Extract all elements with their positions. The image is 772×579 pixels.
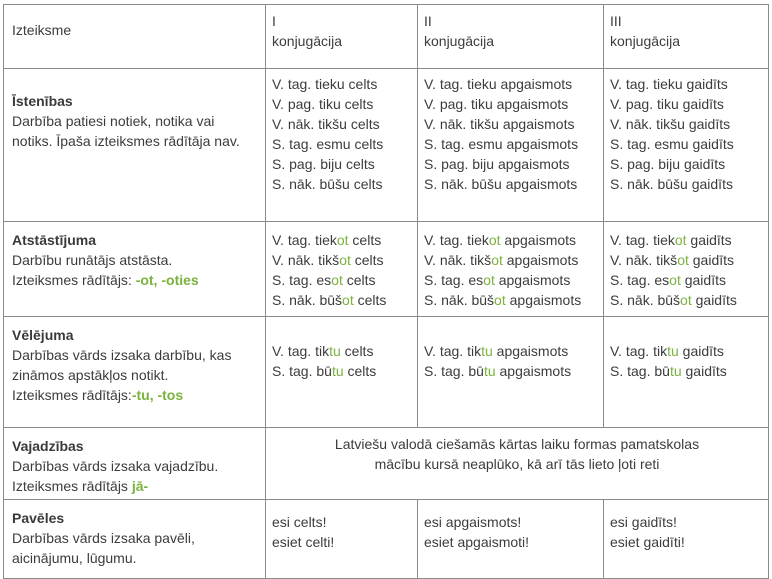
istenibas-row [4,69,769,222]
istenibas-conj1-form: S. pag. biju celts [272,156,375,172]
atstastijuma-conj3-form: S. nāk. būšot gaidīts [610,292,737,308]
istenibas-conj2-form: S. tag. esmu apgaismots [424,136,579,152]
istenibas-conj3-form: V. tag. tieku gaidīts [610,76,728,92]
vajadzibas-mood-cell [4,428,266,500]
paveles-row [4,500,769,579]
header-conj2-label: konjugācija [424,33,495,49]
istenibas-conj1-form: S. nāk. būšu celts [272,176,383,192]
header-row [4,5,769,69]
istenibas-conj1-form: V. nāk. tikšu celts [272,116,380,132]
atstastijuma-conj3-form: S. tag. esot gaidīts [610,272,726,288]
istenibas-conj1-form: V. tag. tieku celts [272,76,378,92]
velejuma-conj2-cell [418,317,604,428]
atstastijuma-row [4,222,769,317]
velejuma-row [4,317,769,428]
istenibas-conj2-form: S. pag. biju apgaismots [424,156,570,172]
velejuma-mood-cell [4,317,266,428]
paveles-conj1-form: esi celts! [272,514,327,530]
istenibas-conj3-form: V. nāk. tikšu gaidīts [610,116,731,132]
istenibas-conj2-cell [418,69,604,222]
paveles-name: Pavēles [12,510,65,526]
atstastijuma-marker-line [12,270,257,290]
atstastijuma-name: Atstāstījuma [12,232,97,248]
paveles-conj3-cell [604,500,769,579]
istenibas-conj3-form: V. pag. tiku gaidīts [610,96,724,112]
istenibas-conj3-form: S. nāk. būšu gaidīts [610,176,733,192]
paveles-conj3-form: esi gaidīts! [610,514,677,530]
atstastijuma-conj2-form: V. tag. tiekot apgaismots [424,232,577,248]
header-mood-cell [4,5,266,69]
velejuma-marker-label: Izteiksmes rādītājs: [12,387,132,403]
atstastijuma-desc: Darbību runātājs atstāsta. [12,252,173,268]
atstastijuma-conj2-form: S. tag. esot apgaismots [424,272,571,288]
paveles-desc: Darbības vārds izsaka pavēli, aicinājumu, lūgumu. [12,530,195,566]
vajadzibas-desc: Darbības vārds izsaka vajadzību. [12,458,219,474]
istenibas-conj2-form: S. nāk. būšu apgaismots [424,176,578,192]
paveles-mood-cell [4,500,266,579]
atstastijuma-conj2-cell [418,222,604,317]
paveles-conj1-form: esiet celti! [272,534,335,550]
istenibas-conj2-form: V. pag. tiku apgaismots [424,96,569,112]
velejuma-conj1-cell [266,317,418,428]
velejuma-conj1-form: S. tag. būtu celts [272,363,377,379]
atstastijuma-conj2-form: V. nāk. tikšot apgaismots [424,252,579,268]
istenibas-desc: Darbība patiesi notiek, notika vai notiks. Īpaša izteiksmes rādītāja nav. [12,113,240,149]
paveles-conj2-form: esi apgaismots! [424,514,522,530]
header-conj3-label: konjugācija [610,33,681,49]
paveles-conj3-form: esiet gaidīti! [610,534,685,550]
paveles-conj2-cell [418,500,604,579]
header-mood-label: Izteiksme [12,22,72,38]
vajadzibas-row [4,428,769,500]
atstastijuma-conj1-form: V. nāk. tikšot celts [272,252,384,268]
vajadzibas-name: Vajadzības [12,438,84,454]
vajadzibas-merged-note-cell [266,428,769,500]
velejuma-conj3-form: V. tag. tiktu gaidīts [610,343,724,359]
istenibas-conj3-form: S. tag. esmu gaidīts [610,136,734,152]
velejuma-name: Vēlējuma [12,327,74,343]
velejuma-conj1-form: V. tag. tiktu celts [272,343,374,359]
istenibas-name: Īstenības [12,93,73,109]
atstastijuma-marker-label: Izteiksmes rādītājs: [12,272,136,288]
atstastijuma-mood-cell [4,222,266,317]
vajadzibas-marker-line [12,476,257,496]
atstastijuma-conj2-form: S. nāk. būšot apgaismots [424,292,582,308]
istenibas-conj1-cell [266,69,418,222]
velejuma-conj3-cell [604,317,769,428]
velejuma-marker: -tu, -tos [131,387,184,403]
header-conj1-cell [266,5,418,69]
velejuma-conj3-form: S. tag. būtu gaidīts [610,363,727,379]
atstastijuma-conj3-form: V. tag. tiekot gaidīts [610,232,732,248]
istenibas-conj3-cell [604,69,769,222]
header-conj3-num: III [610,13,622,29]
conjugation-table [3,4,769,579]
velejuma-marker-line [12,385,257,405]
atstastijuma-conj1-form: S. nāk. būšot celts [272,292,387,308]
istenibas-conj2-form: V. tag. tieku apgaismots [424,76,573,92]
header-conj1-num: I [272,13,276,29]
header-conj2-num: II [424,13,432,29]
vajadzibas-marker-label: Izteiksmes rādītājs [12,478,132,494]
vajadzibas-merged-note: Latviešu valodā ciešamās kārtas laiku formas pamatskolas mācību kursā neaplūko, kā arī tās lieto ļoti reti [334,436,700,472]
paveles-conj2-form: esiet apgaismoti! [424,534,530,550]
vajadzibas-marker: jā- [131,478,149,494]
atstastijuma-conj1-cell [266,222,418,317]
istenibas-mood-cell [4,69,266,222]
header-conj3-cell [604,5,769,69]
velejuma-conj2-form: V. tag. tiktu apgaismots [424,343,569,359]
istenibas-conj2-form: V. nāk. tikšu apgaismots [424,116,575,132]
header-conj1-label: konjugācija [272,33,343,49]
atstastijuma-conj1-form: S. tag. esot celts [272,272,376,288]
istenibas-conj1-form: V. pag. tiku celts [272,96,374,112]
atstastijuma-conj3-cell [604,222,769,317]
istenibas-conj1-form: S. tag. esmu celts [272,136,384,152]
atstastijuma-marker: -ot, -oties [135,272,199,288]
paveles-conj1-cell [266,500,418,579]
istenibas-conj3-form: S. pag. biju gaidīts [610,156,726,172]
atstastijuma-conj3-form: V. nāk. tikšot gaidīts [610,252,735,268]
header-conj2-cell [418,5,604,69]
velejuma-desc: Darbības vārds izsaka darbību, kas zināmos apstākļos notikt. [12,347,232,383]
velejuma-conj2-form: S. tag. būtu apgaismots [424,363,572,379]
atstastijuma-conj1-form: V. tag. tiekot celts [272,232,382,248]
